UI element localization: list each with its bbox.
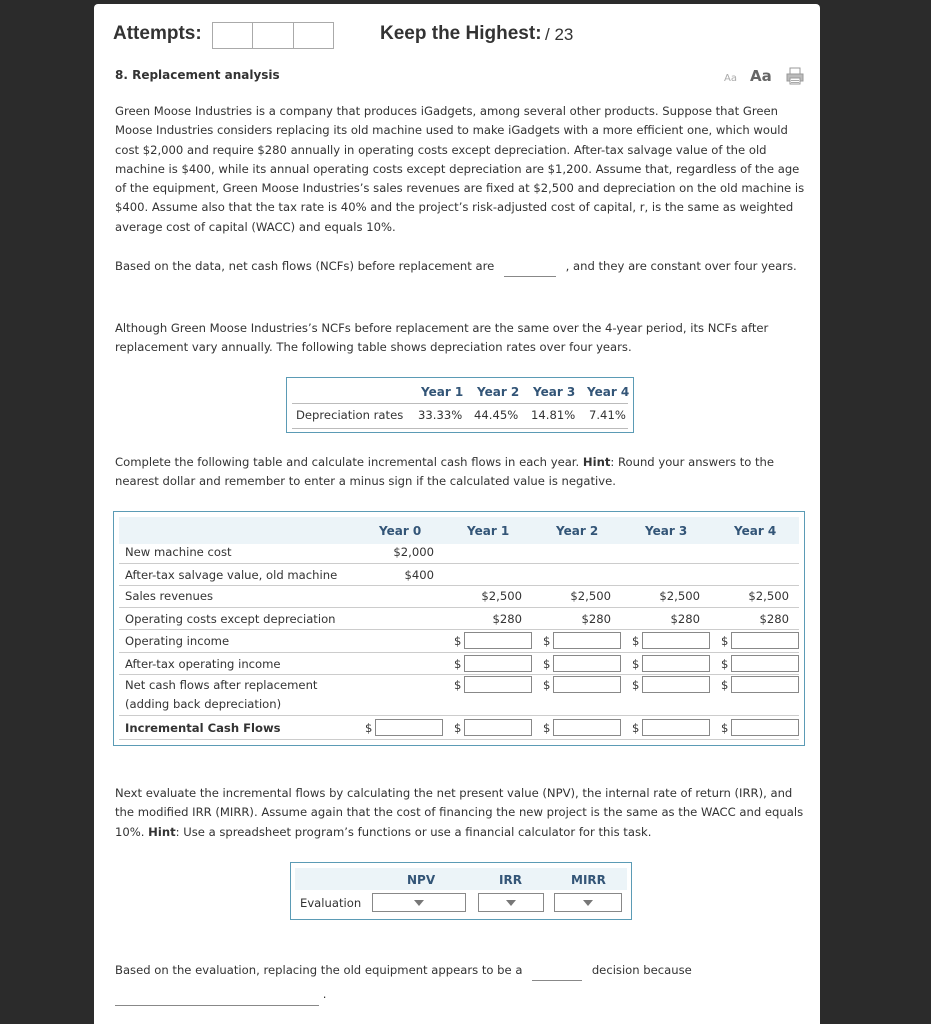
sales-year1: $2,500 <box>481 589 522 603</box>
dollar-sign: $ <box>721 721 729 735</box>
attempt-indicator <box>212 22 334 49</box>
cf-header-year1: Year 1 <box>467 524 510 538</box>
npv-dropdown[interactable] <box>372 893 466 912</box>
decision-because-text: decision because <box>591 963 692 977</box>
dep-header-year2: Year 2 <box>477 385 520 399</box>
dollar-sign: $ <box>454 678 462 692</box>
sales-year4: $2,500 <box>748 589 789 603</box>
dollar-sign: $ <box>454 634 462 648</box>
new-machine-year0: $2,000 <box>393 545 434 559</box>
dollar-sign: $ <box>543 657 551 671</box>
table-instructions <box>115 453 807 492</box>
dep-rate-year3: 14.81% <box>531 408 576 422</box>
row-label-ncf-line2: (adding back depreciation) <box>125 697 282 711</box>
opinc-year1-input[interactable] <box>464 632 532 649</box>
keep-highest-label: Keep the Highest: <box>380 23 542 44</box>
decision-sentence <box>115 961 807 1006</box>
hint-label: Hint <box>582 455 611 469</box>
opinc-year2-input[interactable] <box>553 632 621 649</box>
dep-rate-year1: 33.33% <box>418 408 463 422</box>
chevron-down-icon <box>414 900 424 906</box>
ncf-after-text: , and they are constant over four years. <box>565 259 797 273</box>
evaluation-instructions <box>115 784 807 842</box>
ncf-before-sentence <box>115 257 815 277</box>
atopinc-year4-input[interactable] <box>731 655 799 672</box>
dollar-sign: $ <box>721 678 729 692</box>
problem-intro: Green Moose Industries is a company that produces iGadgets, among several other products. Suppose that Green Moose Industries considers replacing its old machine used to make iGadgets with a more efficient one, which would cost $2,000 and require $280 annually in operating costs except depreciation. After-tax salvage value of the old machine is $400, while its annual operating costs except depreciation are $1,200. Assume that, regardless of the age of the equipment, Green Moose Industries’s sales revenues are fixed at $2,500 and depreciation on the old machine is $400. Assume also that the tax rate is 40% and the project’s risk-adjusted cost of capital, r, is the same as weighted average cost of capital (WACC) and equals 10%. <box>115 104 805 234</box>
ncf-year4-input[interactable] <box>731 676 799 693</box>
row-divider <box>119 739 799 740</box>
mirr-dropdown[interactable] <box>554 893 622 912</box>
dollar-sign: $ <box>632 657 640 671</box>
ncf-year3-input[interactable] <box>642 676 710 693</box>
row-divider <box>119 563 799 564</box>
reason-dropdown[interactable] <box>115 985 319 1005</box>
incremental-year2-input[interactable] <box>553 719 621 736</box>
hint-text: : Round your answers to the nearest dollar and remember to enter a minus sign if the calculated value is negative. <box>115 455 775 489</box>
sales-year2: $2,500 <box>570 589 611 603</box>
ncf-before-text: Based on the data, net cash flows (NCFs) before replacement are <box>115 259 495 273</box>
ncf-year1-input[interactable] <box>464 676 532 693</box>
opinc-year3-input[interactable] <box>642 632 710 649</box>
opcost-year4: $280 <box>759 612 789 626</box>
instructions-text: Complete the following table and calculate incremental cash flows in each year. <box>115 455 580 469</box>
dep-rate-year4: 7.41% <box>589 408 626 422</box>
cash-flow-table <box>113 511 805 746</box>
dep-divider <box>292 403 628 404</box>
row-divider <box>119 674 799 675</box>
opcost-year1: $280 <box>492 612 522 626</box>
eval-header-mirr: MIRR <box>571 873 606 887</box>
decision-text: Based on the evaluation, replacing the old equipment appears to be a <box>115 963 523 977</box>
print-icon[interactable] <box>785 66 805 86</box>
dollar-sign: $ <box>632 721 640 735</box>
row-divider <box>119 585 799 586</box>
attempt-box-3 <box>294 23 333 48</box>
incremental-year3-input[interactable] <box>642 719 710 736</box>
eval-row-label: Evaluation <box>300 896 362 910</box>
eval-text: Next evaluate the incremental flows by calculating the net present value (NPV), the internal rate of return (IRR), and the modified IRR (MIRR). Assume again that the cost of financing the new project is the same as the WACC and equals 10%. <box>115 786 804 839</box>
hint-label: Hint <box>148 824 176 839</box>
eval-hint-text: : Use a spreadsheet program’s functions or use a financial calculator for this task. <box>175 824 652 839</box>
opcost-year3: $280 <box>670 612 700 626</box>
decision-dropdown[interactable] <box>532 961 582 981</box>
final-period: . <box>322 987 327 1002</box>
attempt-box-2 <box>253 23 293 48</box>
font-size-decrease-button[interactable]: Aa <box>724 73 737 84</box>
attempt-box-1 <box>213 23 253 48</box>
question-page <box>94 4 820 1024</box>
atopinc-year1-input[interactable] <box>464 655 532 672</box>
evaluation-table <box>290 862 632 920</box>
row-label-salvage: After-tax salvage value, old machine <box>125 568 338 582</box>
cf-header-year4: Year 4 <box>734 524 777 538</box>
dep-header-year1: Year 1 <box>421 385 464 399</box>
incremental-year0-input[interactable] <box>375 719 443 736</box>
dollar-sign: $ <box>632 634 640 648</box>
dollar-sign: $ <box>721 634 729 648</box>
row-divider <box>119 715 799 716</box>
chevron-down-icon <box>506 900 516 906</box>
dollar-sign: $ <box>454 657 462 671</box>
row-label-incremental: Incremental Cash Flows <box>125 721 281 735</box>
salvage-year0: $400 <box>404 568 434 582</box>
dollar-sign: $ <box>721 657 729 671</box>
incremental-year4-input[interactable] <box>731 719 799 736</box>
sales-year3: $2,500 <box>659 589 700 603</box>
opcost-year2: $280 <box>581 612 611 626</box>
dep-header-year4: Year 4 <box>587 385 630 399</box>
font-size-increase-button[interactable]: Aa <box>750 67 772 85</box>
row-label-opcost: Operating costs except depreciation <box>125 612 336 626</box>
opinc-year4-input[interactable] <box>731 632 799 649</box>
dollar-sign: $ <box>454 721 462 735</box>
dollar-sign: $ <box>632 678 640 692</box>
ncf-year2-input[interactable] <box>553 676 621 693</box>
eval-header-npv: NPV <box>407 873 436 887</box>
dollar-sign: $ <box>365 721 373 735</box>
row-divider <box>119 629 799 630</box>
atopinc-year2-input[interactable] <box>553 655 621 672</box>
dep-bottom-line <box>292 428 628 429</box>
irr-dropdown[interactable] <box>478 893 544 912</box>
dep-rate-year2: 44.45% <box>474 408 519 422</box>
incremental-year1-input[interactable] <box>464 719 532 736</box>
cf-header-year2: Year 2 <box>556 524 599 538</box>
dollar-sign: $ <box>543 634 551 648</box>
row-label-new-machine: New machine cost <box>125 545 232 559</box>
question-title: 8. Replacement analysis <box>115 68 280 82</box>
row-divider <box>119 607 799 608</box>
dep-header-year3: Year 3 <box>533 385 576 399</box>
dollar-sign: $ <box>543 721 551 735</box>
row-label-ncf-line1: Net cash flows after replacement <box>125 678 318 692</box>
cf-header-row <box>119 517 799 544</box>
row-label-opinc: Operating income <box>125 634 230 648</box>
depreciation-intro: Although Green Moose Industries’s NCFs before replacement are the same over the 4-year period, its NCFs after replacement vary annually. The following table shows depreciation rates over four years. <box>115 321 769 355</box>
row-label-sales: Sales revenues <box>125 589 214 603</box>
row-divider <box>119 652 799 653</box>
ncf-before-dropdown[interactable] <box>504 257 556 277</box>
attempts-label: Attempts: <box>113 23 202 44</box>
cf-header-year0: Year 0 <box>379 524 422 538</box>
chevron-down-icon <box>583 900 593 906</box>
cf-header-year3: Year 3 <box>645 524 688 538</box>
row-label-atopinc: After-tax operating income <box>125 657 281 671</box>
depreciation-table <box>286 377 634 433</box>
dep-row-label: Depreciation rates <box>296 408 404 422</box>
atopinc-year3-input[interactable] <box>642 655 710 672</box>
eval-header-irr: IRR <box>499 873 522 887</box>
score-display: / 23 <box>545 25 574 44</box>
dollar-sign: $ <box>543 678 551 692</box>
